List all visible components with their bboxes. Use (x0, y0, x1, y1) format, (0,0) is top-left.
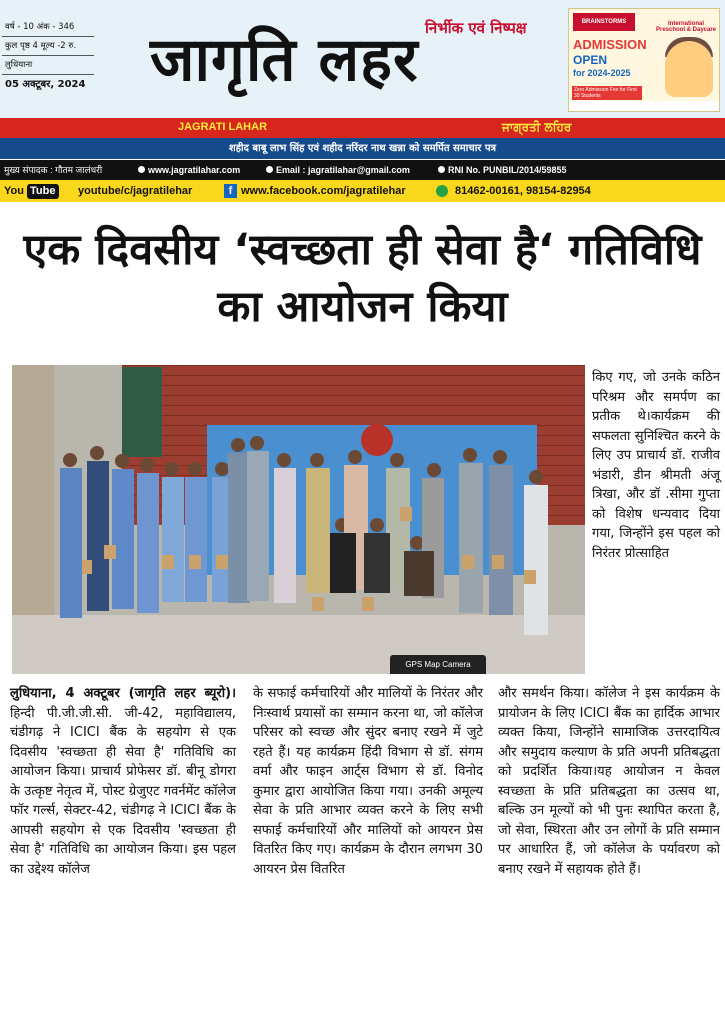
article-column-1-text: हिन्दी पी.जी.जी.सी. जी-42, महाविद्यालय, चंडीगढ़ ने ICICI बैंक के सहयोग से एक दिवसीय 'स्वच्छता ही सेवा है' गतिविधि का आयोजन किया। प्राचार्य प्रोफेसर डॉ. बीनू डोगरा के उत्कृष्ट नेतृत्व में, पोस्ट ग्रेजुएट गवर्नमेंट कॉलेज फॉर गर्ल्स, सेक्टर-42, चंडीगढ़ ने ICICI बैंक के आपसी सहयोग से एक दिवसीय 'स्वच्छता ही सेवा है' गतिविधि का आयोजन किया। इस पहल का उद्देश्य कॉलेज (10, 705, 236, 877)
whatsapp-icon (436, 185, 448, 197)
pages-price: कुल पृष्ठ 4 मूल्य -2 रु. (2, 37, 94, 56)
contact-strip (0, 160, 725, 180)
dedication-strip: शहीद बाबू लाभ सिंह एवं शहीद नरिंदर नाथ खन्ना को समर्पित समाचार पत्र (0, 138, 725, 159)
article-dateline: लुधियाना, 4 अक्टूबर (जागृति लहर ब्यूरो)। (10, 686, 236, 701)
masthead (0, 0, 725, 118)
ad-session: for 2024-2025 (573, 68, 631, 78)
article-side-column: किए गए, जो उनके कठिन परिश्रम और समर्पण का प्रतीक थे।कार्यक्रम की सफलता सुनिश्चित करने के लिए उप प्राचार्य डॉ. राजीव भंडारी, डीन श्रीमती अंजू त्रिखा, और डॉ .सीमा गुप्ता को विशेष धन्यवाद दिया गया, जिन्होंने इस पहल को निरंतर प्रोत्साहित (592, 370, 720, 561)
year-issue: वर्ष - 10 अंक - 346 (2, 18, 94, 37)
facebook-link[interactable]: www.facebook.com/jagratilehar (241, 185, 406, 197)
article-photo (12, 365, 585, 674)
editor: मुख्य संपादक : गौतम जालंधरी (4, 165, 103, 175)
brand-strip (0, 118, 725, 138)
youtube-link[interactable]: youtube/c/jagratilehar (78, 185, 193, 197)
article-column-3: और समर्थन किया। कॉलेज ने इस कार्यक्रम के प्रायोजन के लिए ICICI बैंक का हार्दिक आभार व्यक्त किया, जिन्होंने सामाजिक उत्तरदायित्व और समुदाय कल्याण के प्रति अपनी प्रतिबद्धता को प्रदर्शित किया।यह आयोजन न केवल स्वच्छता के प्रति प्रतिबद्धता का उत्सव था, बल्कि उन मूल्यों को भी पुनः स्थापित करता है, जो सेवा, स्थिरता और उन लोगों के प्रति सम्मान पर आधारित हैं, जो कॉलेज के पर्यावरण को बनाए रखने में सहायक होते हैं। (498, 686, 720, 877)
ad-open: OPEN (573, 53, 608, 67)
email-link[interactable]: Email : jagratilahar@gmail.com (266, 160, 410, 180)
article-headline: एक दिवसीय ‘स्वच्छता ही सेवा है‘ गतिविधि का आयोजन किया (23, 225, 702, 332)
ad-admission: ADMISSION (573, 37, 647, 52)
youtube-icon[interactable]: You Tube (4, 180, 59, 202)
ad-offer: Zero Admission Fee for First 30 Students (572, 86, 642, 100)
admission-ad[interactable] (568, 8, 720, 112)
ad-preschool-label: International Preschool & Daycare (655, 21, 717, 33)
brand-english: JAGRATI LAHAR (178, 121, 268, 133)
photo-watermark: GPS Map Camera (390, 655, 486, 674)
tagline: निर्भीक एवं निष्पक्ष (425, 19, 527, 37)
article-column-2: के सफाई कर्मचारियों और मालियों के निरंतर और निःस्वार्थ प्रयासों का सम्मान करना था, जो कॉलेज परिसर को स्वच्छ और सुंदर बनाए रखने में जुटे रहते हैं। यह कार्यक्रम हिंदी विभाग से डॉ. संगम वर्मा और फाइन आर्ट्स विभाग से डॉ. विनोद कुमार द्वारा आयोजित किया गया। उनकी अमूल्य सेवा के प्रति आभार व्यक्त करने के लिए सभी सफाई कर्मचारियों और मालियों को आयरन प्रेस वितरित किए गए। कार्यक्रम के दौरान लगभग 30 आयरन प्रेस वितरित (253, 686, 483, 877)
photo-group-people (12, 365, 585, 674)
email-icon (266, 166, 273, 173)
issue-date: 05 अक्टूबर, 2024 (5, 79, 86, 90)
rni-number: RNI No. PUNBIL/2014/59855 (438, 160, 567, 180)
facebook-icon[interactable]: f (224, 184, 237, 198)
website-link[interactable]: www.jagratilahar.com (138, 160, 240, 180)
brand-punjabi: ਜਾਗ੍ਰਤੀ ਲਹਿਰ (502, 120, 572, 134)
ad-school-name: BRAINSTORMS (573, 13, 635, 31)
rni-icon (438, 166, 445, 173)
phone-numbers[interactable]: 81462-00161, 98154-82954 (455, 185, 591, 197)
city: लुधियाना (2, 56, 94, 75)
ad-child-face (665, 41, 713, 97)
social-strip (0, 180, 725, 202)
ad-footer (569, 101, 720, 111)
newspaper-logo: जागृति लहर (150, 25, 419, 95)
article-column-1 (10, 684, 236, 879)
globe-icon (138, 166, 145, 173)
issue-meta (2, 18, 94, 93)
